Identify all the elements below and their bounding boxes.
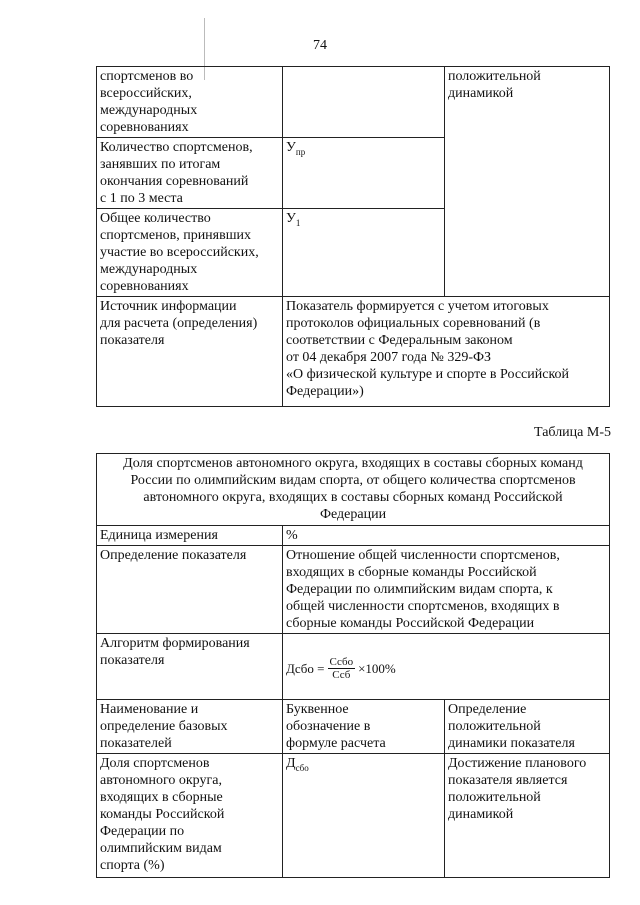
table-row [97,297,610,407]
table-cell: Количество спортсменов, занявших по итогам окончания соревнований с 1 по 3 места [97,138,283,209]
symbol-main: Д [286,756,296,771]
table-cell [283,754,445,878]
table-cell: Доля спортсменов автономного округа, входящих в сборные команды Российской Федерации по олимпийским видам спорта (%) [97,754,283,878]
formula-lhs: Дсбо = [286,661,325,676]
table-cell: Достижение планового показателя является положительной динамикой [445,754,610,878]
formula-rhs: ×100% [358,661,396,676]
table-cell: Определение положительной динамики показателя [445,700,610,754]
symbol-main: У [286,211,296,226]
table-cell [283,67,445,138]
table-cell: Общее количество спортсменов, принявших участие во всероссийских, международных соревнованиях [97,209,283,297]
table-cell [283,138,445,209]
table-cell: Буквенное обозначение в формуле расчета [283,700,445,754]
formula-numerator: Ссбо [329,656,354,668]
table-cell: спортсменов во всероссийских, международных соревнованиях [97,67,283,138]
table-cell: % [283,526,610,546]
table-row [97,454,610,526]
table-caption: Таблица М-5 [534,425,611,440]
table-cell: Отношение общей численности спортсменов, входящих в сборные команды Российской Федерации по олимпийским видам спорта, к общей численности спортсменов, входящих в сборные команды Российской Федерации [283,546,610,634]
symbol-subscript: пр [295,146,306,157]
formula-denominator: Ссб [332,669,351,681]
table-cell: положительной динамикой [445,67,610,297]
table-cell: Единица измерения [97,526,283,546]
symbol-subscript: 1 [295,217,301,228]
table-row [97,700,610,754]
formula [286,652,606,681]
table-row [97,67,610,138]
table-cell: Наименование и определение базовых показателей [97,700,283,754]
indicator-table-m5 [96,453,610,878]
table-row [97,634,610,700]
symbol-main: У [286,140,296,155]
table-cell: Алгоритм формирования показателя [97,634,283,700]
table-cell: Показатель формируется с учетом итоговых протоколов официальных соревнований (в соответствии с Федеральным законом от 04 декабря 2007 года № 329-ФЗ «О физической культуре и спорте в Российской Федерации») [283,297,610,407]
table-cell [283,209,445,297]
symbol-subscript: сбо [295,762,309,773]
indicator-table-continued [96,66,610,407]
page-number: 74 [313,38,327,53]
table-row [97,546,610,634]
table-cell: Источник информации для расчета (определения) показателя [97,297,283,407]
table-cell: Определение показателя [97,546,283,634]
table-cell [283,634,610,700]
table-row [97,526,610,546]
formula-fraction [328,656,356,681]
table-header: Доля спортсменов автономного округа, входящих в составы сборных команд России по олимпийским видам спорта, от общего количества спортсменов автономного округа, входящих в составы сборных команд Российской Федерации [97,454,610,526]
table-row [97,754,610,878]
